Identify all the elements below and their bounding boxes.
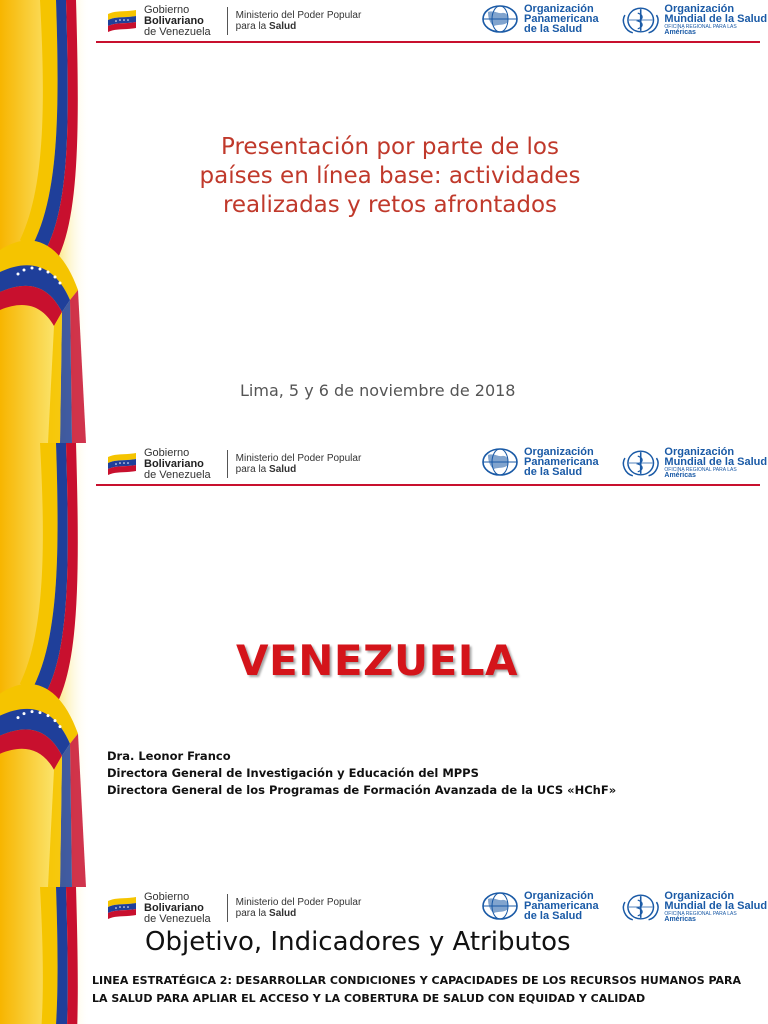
venezuela-flag-icon xyxy=(106,451,138,477)
slide-2 xyxy=(0,443,768,887)
paho-line1: Organización xyxy=(524,3,594,15)
ministry-line2-bold: Salud xyxy=(269,908,297,919)
gov-line3: de Venezuela xyxy=(144,468,211,481)
slide-header xyxy=(96,887,768,931)
paho-line2: Panamericana xyxy=(524,900,599,912)
government-logo xyxy=(106,4,361,38)
who-emblem-icon xyxy=(621,5,660,35)
paho-logo xyxy=(480,447,599,477)
venezuela-flag-ribbon xyxy=(0,0,90,443)
venezuela-flag-icon xyxy=(106,8,138,34)
who-sub-bold: Américas xyxy=(664,472,696,479)
title-line3: realizadas y retos afrontados xyxy=(222,192,558,218)
who-line2: Mundial de la Salud xyxy=(664,456,768,468)
government-logo xyxy=(106,891,361,925)
who-sub-bold: Américas xyxy=(664,29,696,36)
who-logo xyxy=(621,891,768,923)
presenter-name: Dra. Leonor Franco xyxy=(107,749,231,763)
presenter-role-1: Directora General de Investigación y Educación del MPPS xyxy=(107,766,479,780)
paho-globe-icon xyxy=(480,447,520,477)
gov-line3: de Venezuela xyxy=(144,25,211,38)
who-sub-bold: Américas xyxy=(664,916,696,923)
slide-header xyxy=(96,0,768,44)
ministry-line2-prefix: para la xyxy=(235,908,270,919)
strategic-line xyxy=(92,972,752,1008)
who-emblem-icon xyxy=(621,448,660,478)
paho-line3: de la Salud xyxy=(524,910,583,922)
header-rule xyxy=(96,484,760,486)
country-title: VENEZUELA xyxy=(236,636,519,685)
gov-line1: Gobierno xyxy=(144,3,190,16)
government-logo xyxy=(106,447,361,481)
event-date: Lima, 5 y 6 de noviembre de 2018 xyxy=(240,381,516,400)
strategic-line-2: LA SALUD PARA APLIAR EL ACCESO Y LA COBERTURA DE SALUD CON EQUIDAD Y CALIDAD xyxy=(92,992,646,1005)
logo-divider xyxy=(227,450,228,478)
venezuela-flag-ribbon xyxy=(0,887,90,1024)
ministry-line1: Ministerio del Poder Popular xyxy=(235,10,362,21)
who-logo xyxy=(621,447,768,479)
ministry-line2-prefix: para la xyxy=(235,464,270,475)
slide-header xyxy=(96,443,768,487)
gov-line1: Gobierno xyxy=(144,890,190,903)
logo-divider xyxy=(227,894,228,922)
gov-line1: Gobierno xyxy=(144,446,190,459)
slide-3-heading: Objetivo, Indicadores y Atributos xyxy=(145,927,571,957)
paho-logo xyxy=(480,4,599,34)
paho-line1: Organización xyxy=(524,446,594,458)
ministry-line2-prefix: para la xyxy=(235,21,270,32)
paho-line3: de la Salud xyxy=(524,466,583,478)
who-emblem-icon xyxy=(621,892,660,922)
who-sub-prefix: OFICINA REGIONAL PARA LAS xyxy=(664,467,737,473)
paho-line3: de la Salud xyxy=(524,23,583,35)
slide-1-title xyxy=(180,133,600,220)
gov-line3: de Venezuela xyxy=(144,912,211,925)
paho-line2: Panamericana xyxy=(524,456,599,468)
paho-globe-icon xyxy=(480,4,520,34)
presenter-info xyxy=(107,748,616,799)
paho-line2: Panamericana xyxy=(524,13,599,25)
gov-line2: Bolivariano xyxy=(144,457,204,470)
ministry-line1: Ministerio del Poder Popular xyxy=(235,897,362,908)
slide-1 xyxy=(0,0,768,443)
ministry-line1: Ministerio del Poder Popular xyxy=(235,453,362,464)
who-line2: Mundial de la Salud xyxy=(664,900,768,912)
strategic-line-1: LINEA ESTRATÉGICA 2: DESARROLLAR CONDICIONES Y CAPACIDADES DE LOS RECURSOS HUMANOS PARA xyxy=(92,974,742,987)
ministry-line2-bold: Salud xyxy=(269,464,297,475)
slide-3 xyxy=(0,887,768,1024)
who-sub-prefix: OFICINA REGIONAL PARA LAS xyxy=(664,911,737,917)
logo-divider xyxy=(227,7,228,35)
who-line1: Organización xyxy=(664,3,735,15)
paho-globe-icon xyxy=(480,891,520,921)
who-line1: Organización xyxy=(664,446,735,458)
paho-line1: Organización xyxy=(524,890,594,902)
who-line1: Organización xyxy=(664,890,735,902)
paho-logo xyxy=(480,891,599,921)
gov-line2: Bolivariano xyxy=(144,901,204,914)
who-logo xyxy=(621,4,768,36)
who-sub-prefix: OFICINA REGIONAL PARA LAS xyxy=(664,24,737,30)
who-line2: Mundial de la Salud xyxy=(664,13,768,25)
header-rule xyxy=(96,41,760,43)
title-line2: países en línea base: actividades xyxy=(199,163,581,189)
title-line1: Presentación por parte de los xyxy=(221,134,559,160)
ministry-line2-bold: Salud xyxy=(269,21,297,32)
venezuela-flag-icon xyxy=(106,895,138,921)
gov-line2: Bolivariano xyxy=(144,14,204,27)
venezuela-flag-ribbon xyxy=(0,443,90,887)
presenter-role-2: Directora General de los Programas de Formación Avanzada de la UCS «HChF» xyxy=(107,783,617,797)
